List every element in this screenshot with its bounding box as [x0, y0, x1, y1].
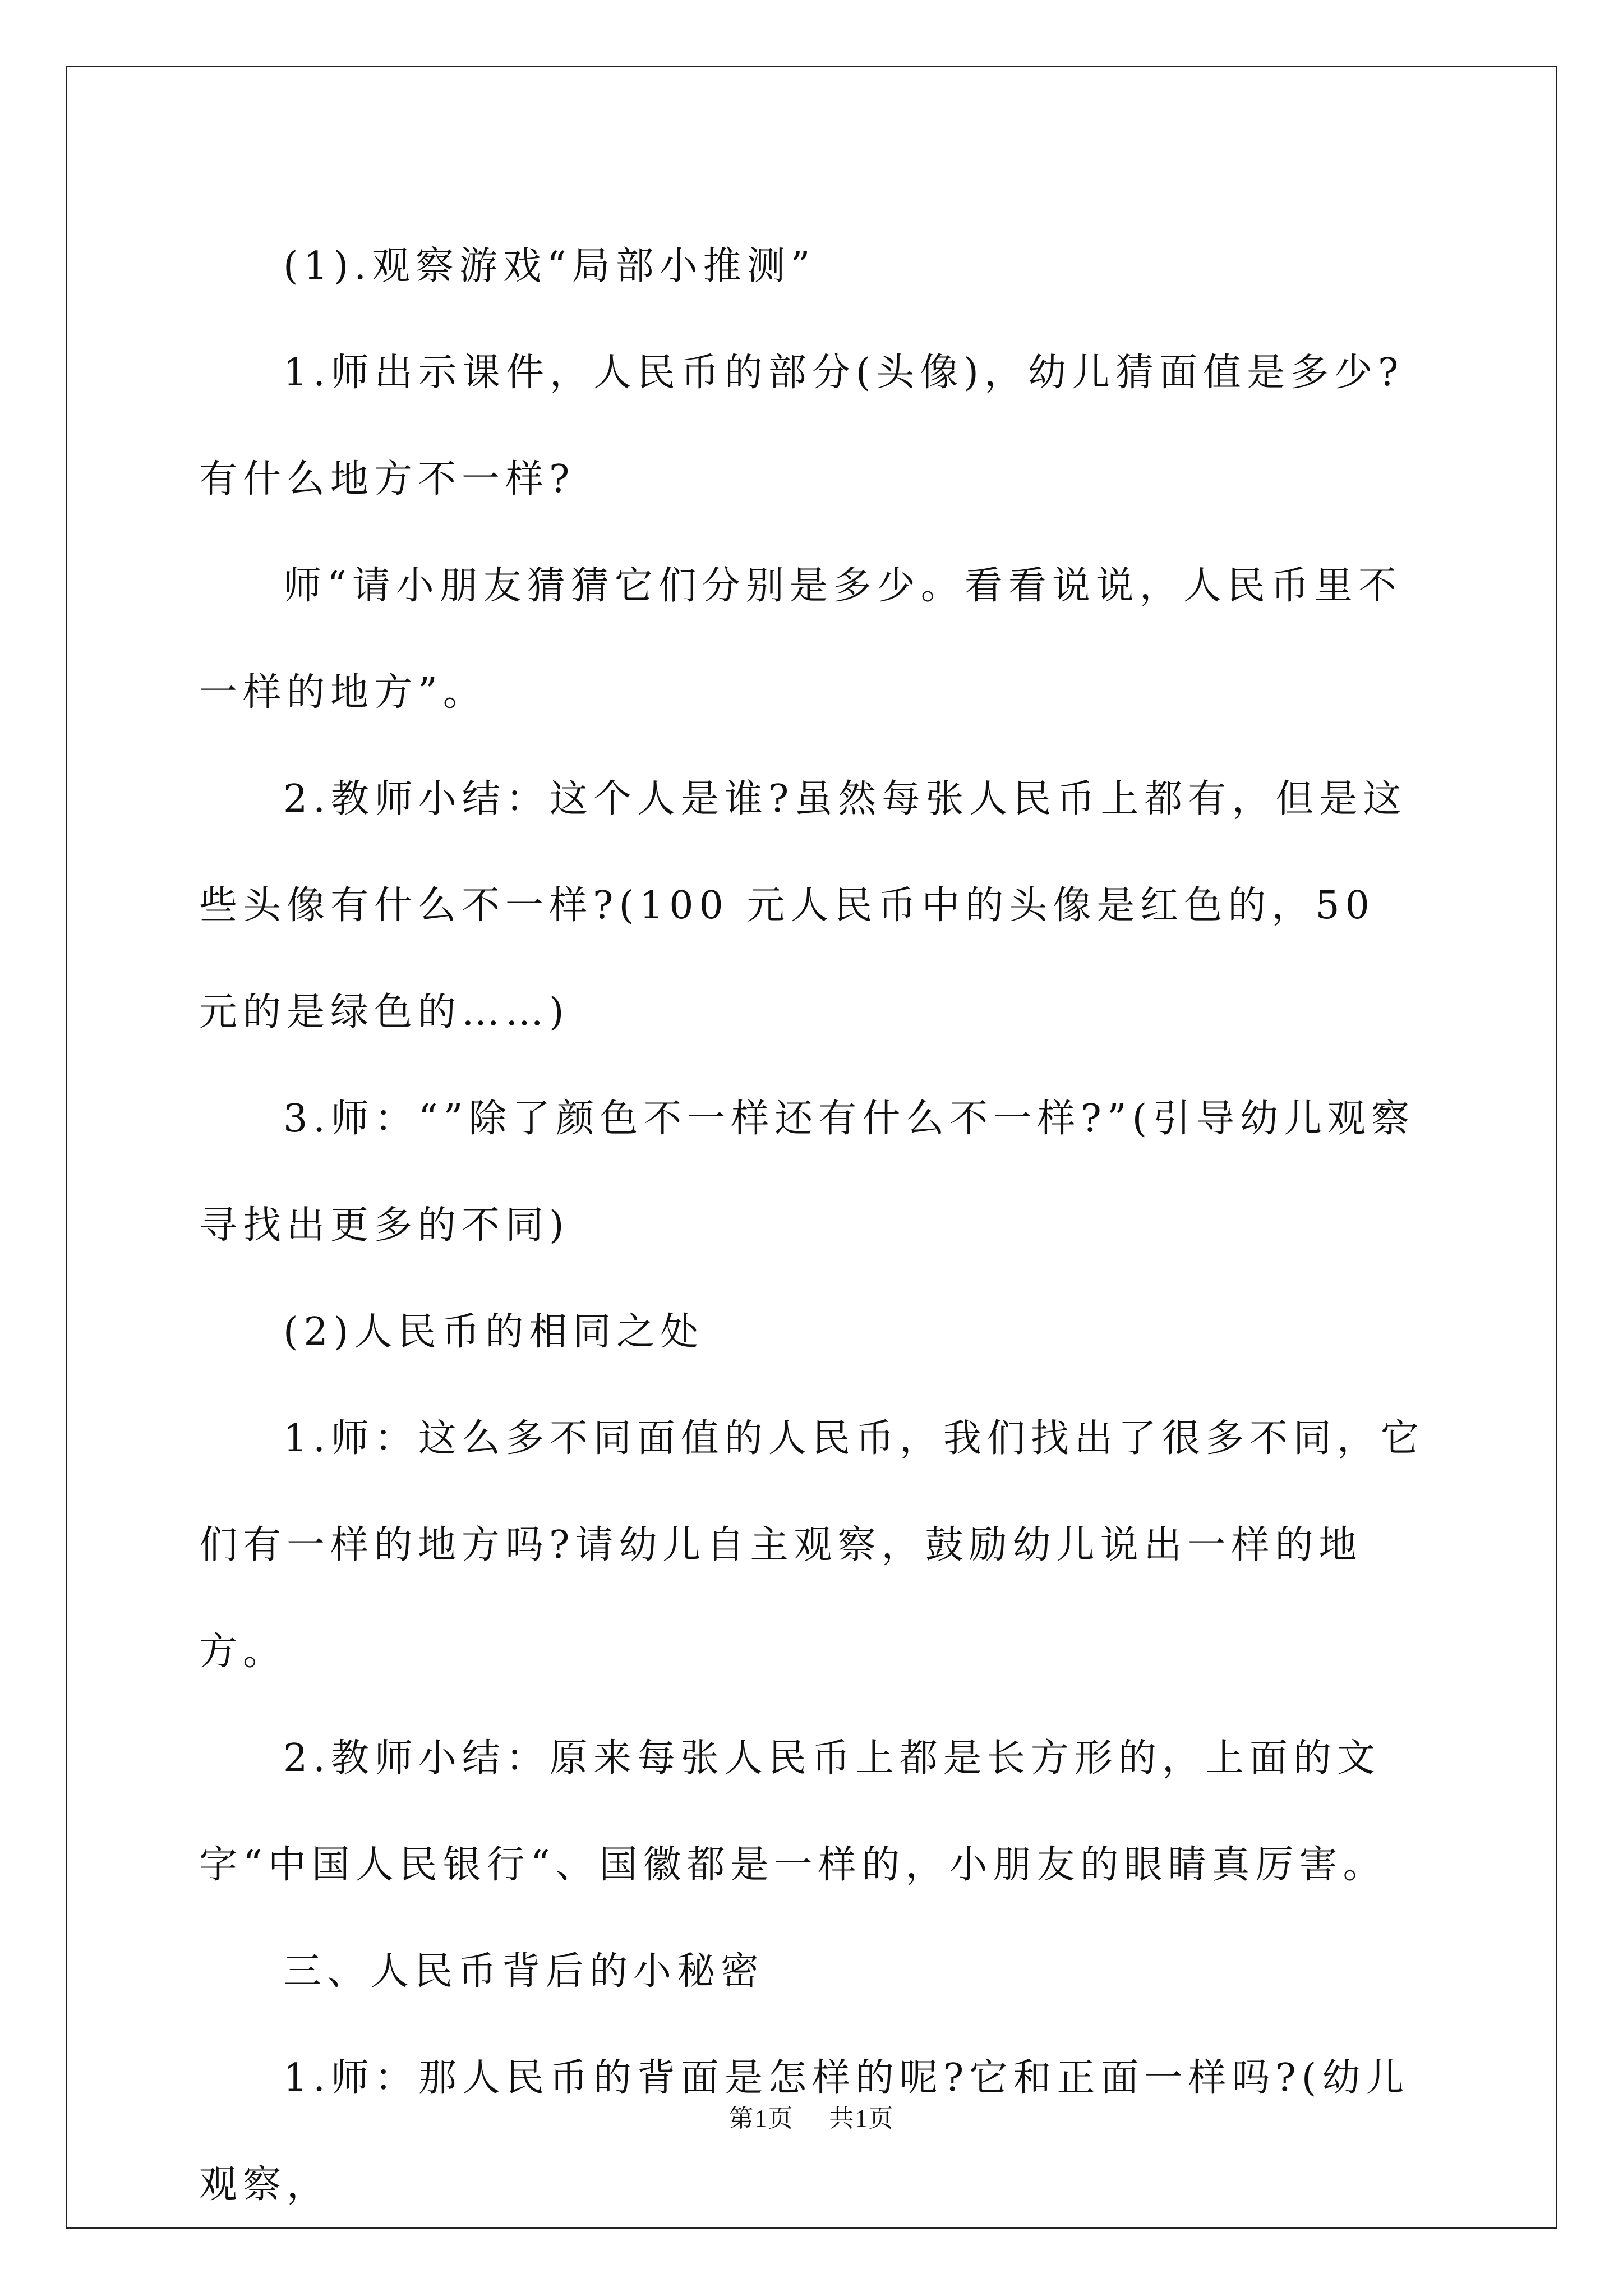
footer-page-current: 第1页: [728, 2105, 794, 2132]
paragraph-teacher-asks-guess: 师“请小朋友猜猜它们分别是多少。看看说说，人民币里不一样的地方”。: [199, 564, 1402, 715]
paragraph-teacher-summary-rectangle: 2.教师小结：原来每张人民币上都是长方形的，上面的文字“中国人民银行“、国徽都是一样的，小朋友的眼睛真厉害。: [199, 1736, 1387, 1887]
footer-page-total: 共1页: [829, 2105, 895, 2132]
paragraph-teacher-back-side: 1.师：那人民币的背面是怎样的呢?它和正面一样吗?(幼儿观察，: [199, 2056, 1410, 2207]
paragraph-teacher-color-difference: 3.师：“”除了颜色不一样还有什么不一样?”(引导幼儿观察寻找出更多的不同): [199, 1097, 1415, 1248]
paragraph-section-three-heading: 三、人民币背后的小秘密: [283, 1949, 765, 1994]
paragraph-teacher-shows-courseware: 1.师出示课件，人民币的部分(头像)，幼儿猜面值是多少?有什么地方不一样?: [199, 351, 1404, 501]
document-body: [199, 213, 1433, 2238]
paragraph-teacher-summary-portrait: 2.教师小结：这个人是谁?虽然每张人民币上都有，但是这些头像有什么不一样?(100 元人民币中的头像是红色的，50 元的是绿色的……): [199, 777, 1407, 1034]
paragraph-observation-game: (1).观察游戏“局部小推测”: [283, 244, 816, 288]
paragraph-teacher-find-same: 1.师：这么多不同面值的人民币，我们找出了很多不同，它们有一样的地方吗?请幼儿自主观察，鼓励幼儿说出一样的地方。: [199, 1416, 1424, 1674]
page-footer: [0, 2098, 1623, 2134]
paragraph-similarities-heading: (2)人民币的相同之处: [283, 1310, 704, 1354]
